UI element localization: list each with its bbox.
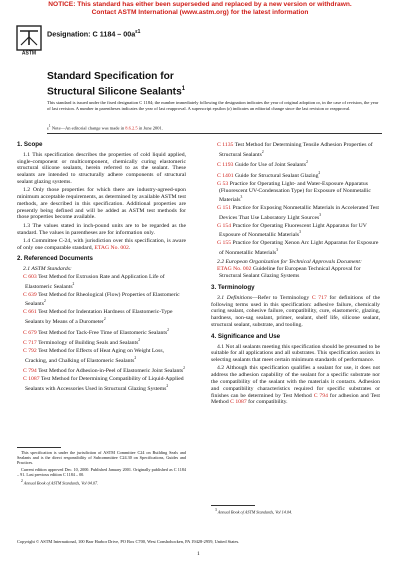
reference-item bbox=[17, 337, 186, 347]
reference-item bbox=[211, 142, 380, 158]
reference-title: Practice for Operating Xenon Arc Light Apparatus for Exposure of Nonmetallic Materials bbox=[219, 240, 379, 256]
reference-item bbox=[17, 376, 186, 392]
reference-title: Practice for Operating Fluorescent Light Apparatus for UV Exposure of Nonmetallic Materials bbox=[219, 222, 367, 239]
astm-logo-icon bbox=[16, 25, 42, 55]
title-line-2: Structural Silicone Sealants$^1$ bbox=[47, 86, 186, 98]
footnote-1b: Current edition approved Dec. 10, 2000. Published January 2001. Originally published as C 1184 – 91. Last previous edition C 1184 – 00. bbox=[17, 467, 186, 478]
reference-item bbox=[17, 348, 186, 364]
reference-item bbox=[17, 292, 186, 308]
reference-item bbox=[17, 309, 186, 325]
reference-footnote-marker: 2 bbox=[167, 327, 169, 332]
reference-link[interactable]: G 53 bbox=[217, 180, 229, 187]
reference-link[interactable]: C 1193 bbox=[217, 162, 234, 169]
section-heading-references: 2. Referenced Documents bbox=[17, 255, 93, 263]
reference-footnote-marker: 3 bbox=[299, 230, 301, 235]
reference-title: Terminology of Building Seals and Sealants bbox=[36, 340, 139, 347]
right-column bbox=[211, 142, 380, 408]
section-heading-significance: 4. Significance and Use bbox=[211, 332, 281, 340]
footnote-1: This specification is under the jurisdiction of ASTM Committee C24 on Building Seals and Sealants and is the direct responsibility of Subcommittee C24.30 on Specifications, Guides and Practices. bbox=[17, 450, 186, 466]
eota-subheading: 2.2 European Organization for Technical Approvals Document: bbox=[217, 258, 362, 265]
supersede-notice bbox=[0, 1, 400, 17]
reference-item bbox=[211, 181, 380, 204]
reference-link[interactable]: C 639 bbox=[23, 291, 37, 298]
reference-link[interactable]: C 717 bbox=[23, 340, 37, 347]
reference-footnote-marker: 2 bbox=[103, 316, 106, 321]
designation-prefix: Designation: bbox=[47, 29, 93, 39]
reference-link[interactable]: G 151 bbox=[217, 205, 232, 212]
notice-line-1: NOTICE: This standard has either been superseded and replaced by a new version or withdrawn. bbox=[48, 1, 352, 8]
reference-footnote-marker: 2 bbox=[183, 366, 185, 371]
reference-item bbox=[17, 327, 186, 337]
reference-list-left bbox=[17, 274, 186, 392]
paragraph-1-3: 1.3 The values stated in inch-pound units are to be regarded as the standard. The values in parentheses are for information only. bbox=[17, 222, 186, 236]
reference-title: Test Method for Extrusion Rate and Application Life of Elastomeric Sealants bbox=[25, 274, 165, 290]
editorial-note: $\varepsilon^1$ Note—An editorial change was made in 8.6.2.5 in June 2001. bbox=[47, 124, 163, 131]
reference-footnote-marker: 2 bbox=[134, 355, 137, 360]
reference-link[interactable]: C 661 bbox=[23, 309, 37, 316]
reference-footnote-marker: 2 bbox=[138, 338, 141, 343]
reference-link[interactable]: C 792 bbox=[23, 347, 37, 354]
reference-footnote-marker: 2 bbox=[318, 171, 321, 176]
reference-title: Test Method for Effects of Heat Aging on Weight Loss, Cracking, and Chalking of Elastomeric Sealants bbox=[25, 347, 164, 364]
reference-footnote-marker: 2 bbox=[261, 149, 264, 154]
copyright-line: Copyright © ASTM International, 100 Barr Harbor Drive, PO Box C700, West Conshohocken, PA 19428-2959, United States. bbox=[17, 539, 240, 544]
reference-title: Test Method for Determining Compatibility of Liquid-Applied Sealants with Accessories Used in Structural Glazing Systems bbox=[25, 376, 184, 392]
reference-link[interactable]: C 679 bbox=[23, 329, 37, 336]
designation bbox=[47, 29, 140, 38]
editorial-note-link[interactable]: 8.6.2.5 bbox=[125, 125, 138, 131]
paragraph-1-4: 1.4 Committee C-24, with jurisdiction over this specification, is aware of only one comparable standard, ETAG No. 002. bbox=[17, 237, 186, 251]
reference-item bbox=[211, 205, 380, 221]
title-line-1: Standard Specification for bbox=[47, 71, 174, 82]
paragraph-3-1: 3.1 Definitions—Refer to Terminology C 717 for definitions of the following terms used in this specification: adhesive failure, chemically curing sealant, cohesive failure, compatibility, cure, elastomeric, glazing, hardness, non-sag sealant, primer, sealant, shelf life, silicone sealant, structural sealant, substrate, and tooling. bbox=[211, 294, 381, 328]
reference-title: Test Method for Tack-Free Time of Elastomeric Sealants bbox=[36, 329, 168, 336]
footnotes-left bbox=[17, 450, 186, 487]
reference-item bbox=[211, 159, 380, 169]
reference-link[interactable]: C 1401 bbox=[217, 173, 234, 180]
reference-link[interactable]: C 1135 bbox=[217, 142, 234, 148]
reference-title: Practice for Operating Light- and Water-Exposure Apparatus (Fluorescent UV-Condensation Type) for Exposure of Nonmetallic Materials bbox=[219, 180, 371, 204]
footnote-divider-right bbox=[211, 505, 255, 506]
astm-standards-subheading: 2.1 ASTM Standards: bbox=[23, 266, 72, 273]
reference-title: Practice for Exposing Nonmetallic Materials in Accelerated Test Devices That Use Laboratory Light Sources bbox=[219, 205, 380, 221]
reference-title: Test Method for Adhesion-in-Peel of Elastomeric Joint Sealants bbox=[36, 368, 184, 375]
reference-link-etag[interactable]: ETAG No. 002 bbox=[217, 266, 252, 273]
reference-link[interactable]: G 154 bbox=[217, 222, 232, 229]
significance-link-c794[interactable]: C 794 bbox=[313, 392, 328, 399]
reference-item bbox=[17, 365, 186, 375]
page-number: 1 bbox=[197, 551, 200, 557]
reference-list-right bbox=[211, 142, 380, 257]
etag-link[interactable]: ETAG No. 002 bbox=[94, 244, 129, 251]
designation-number: C 1184 – 00a bbox=[92, 29, 136, 39]
reference-footnote-marker: 3 bbox=[240, 195, 243, 200]
footnote-2: $^2$ Annual Book of ASTM Standards, Vol 04.07. bbox=[21, 479, 99, 486]
paragraph-1-2: 1.2 Only those properties for which there are industry-agreed-upon minimum acceptable requirements, as determined by available ASTM test methods, are described in this specification. Additional properties are presently being defined and will be added as ASTM test methods for those properties become available. bbox=[17, 187, 186, 221]
reference-title: Guide for Use of Joint Sealants bbox=[233, 162, 307, 169]
footnotes-right bbox=[211, 508, 380, 516]
reference-footnote-marker: 2 bbox=[72, 281, 75, 286]
reference-title: Guide for Structural Sealant Glazing bbox=[233, 173, 319, 180]
reference-link[interactable]: C 603 bbox=[23, 274, 37, 281]
paragraph-4-1: 4.1 Not all sealants meeting this specification should be presumed to be suitable for all applications and all substrates. This specification assists in selecting sealants that meet certain minimum standards of performance. bbox=[211, 343, 381, 364]
terminology-link-c717[interactable]: C 717 bbox=[311, 294, 327, 301]
reference-item bbox=[211, 223, 380, 239]
significance-link-c1087[interactable]: C 1087 bbox=[230, 399, 247, 406]
paragraph-1-1: 1.1 This specification describes the properties of cold liquid applied, single-component or multicomponent, chemically curing elastomeric structural silicone sealants, herein referred to as the sealant. These sealants are intended to structurally adhere components of structural sealant glazing systems. bbox=[17, 151, 186, 185]
reference-item bbox=[211, 240, 380, 256]
reference-footnote-marker: 3 bbox=[319, 212, 321, 217]
reference-footnote-marker: 2 bbox=[43, 299, 46, 304]
paragraph-4-2: 4.2 Although this specification qualifies a sealant for use, it does not address the adhesion capability of the sealant for a specific substrate nor the compatibility of the sealant with the materials it contacts. Adhesion and compatibility characteristics required for specific substrates or finishes can be determined by Test Method C 794 for adhesion and Test Method C 1087 for compatibility. bbox=[211, 365, 380, 406]
section-heading-scope: 1. Scope bbox=[17, 141, 43, 148]
logo-text: ASTM bbox=[21, 50, 37, 55]
notice-line-2: Contact ASTM International (www.astm.org) for the latest information bbox=[91, 9, 309, 16]
reference-title: Test Method for Rheological (Flow) Properties of Elastomeric Sealants bbox=[25, 291, 180, 308]
document-title bbox=[47, 71, 185, 98]
reference-footnote-marker: 2 bbox=[306, 160, 308, 165]
designation-superscript: ε1 bbox=[135, 29, 141, 35]
reference-item-etag: ETAG No. 002 Guideline for European Technical Approval for Structural Sealant Glazing Systems bbox=[217, 266, 361, 280]
preface-text: This standard is issued under the fixed designation C 1184; the number immediately following the designation indicates the year of original adoption or, in the case of revision, the year of last revision. A number in parentheses indicates the year of last reapproval. A superscript epsilon (ε) indicates an editorial change since the last revision or reapproval. bbox=[47, 100, 379, 111]
left-column bbox=[17, 142, 186, 394]
reference-title: Test Method for Determining Tensile Adhesion Properties of Structural Sealants bbox=[219, 142, 373, 158]
reference-link[interactable]: C 1087 bbox=[23, 376, 40, 383]
reference-item bbox=[17, 274, 186, 290]
preface-divider bbox=[47, 133, 382, 134]
footnote-divider-left bbox=[17, 447, 61, 448]
reference-title: Test Method for Indentation Hardness of Elastomeric-Type Sealants by Means of a Durometer bbox=[25, 309, 173, 325]
reference-footnote-marker: 2 bbox=[166, 383, 169, 388]
reference-footnote-marker: 3 bbox=[276, 247, 278, 252]
section-heading-terminology: 3. Terminology bbox=[211, 283, 255, 291]
reference-item bbox=[211, 170, 380, 180]
footnote-3: $^3$ Annual Book of ASTM Standards, Vol 14.04. bbox=[215, 508, 293, 515]
reference-link[interactable]: C 794 bbox=[23, 368, 37, 375]
reference-link[interactable]: G 155 bbox=[217, 240, 232, 247]
